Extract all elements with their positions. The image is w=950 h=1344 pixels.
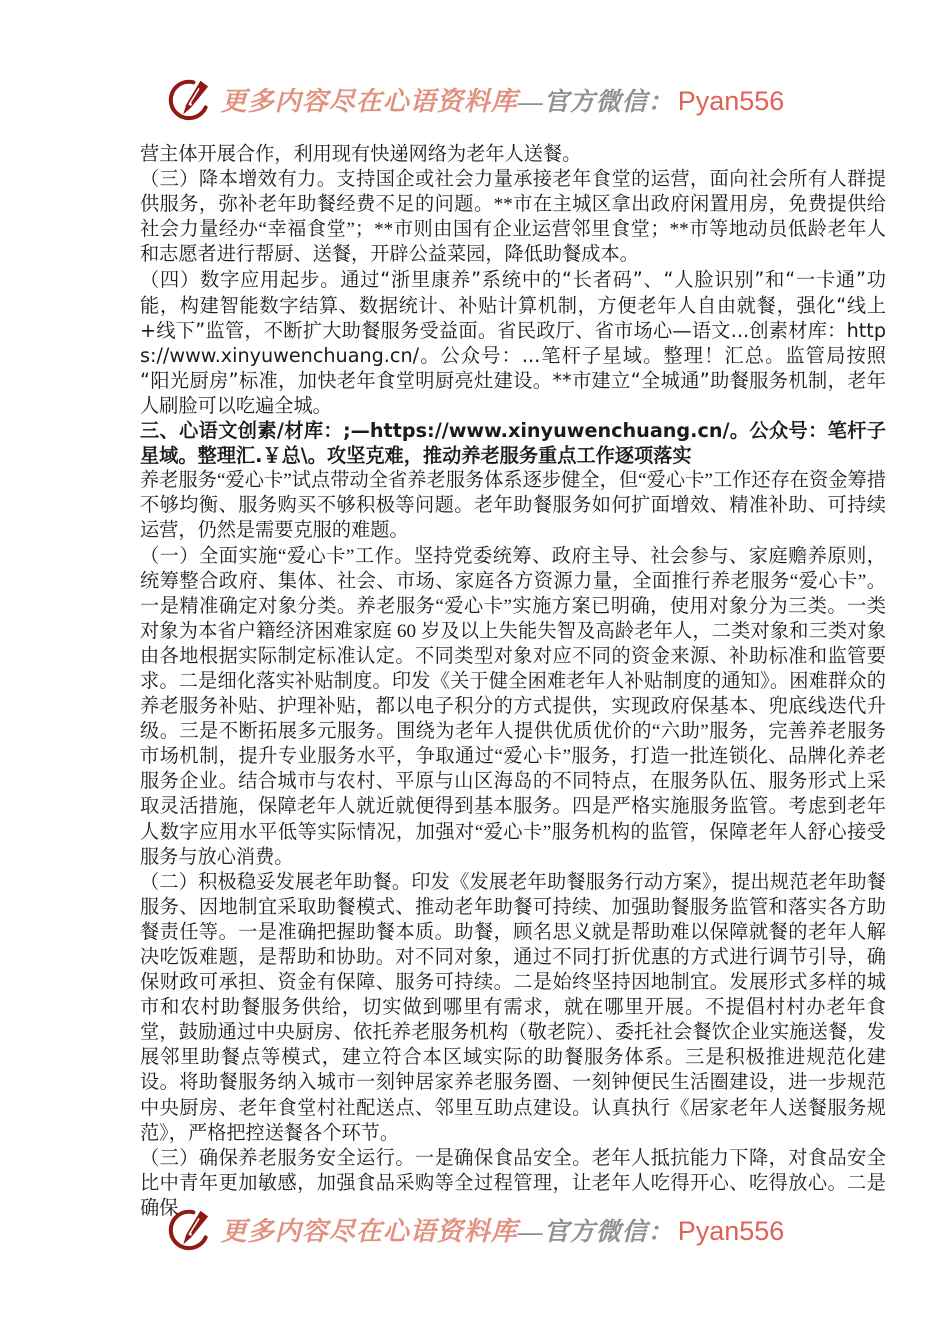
section-heading: 三、心语文创素/材库：;—https://www.xinyuwenchuang.cn/。公众号：笔杆子星域。整理汇.￥总\。攻坚克难，推动养老服务重点工作逐项落实: [140, 419, 886, 468]
paragraph: 营主体开展合作，利用现有快递网络为老年人送餐。: [140, 144, 582, 165]
watermark-dash: —: [517, 1218, 544, 1246]
pen-in-circle-icon: [166, 76, 212, 122]
watermark-wechat-label: 官方微信：: [543, 1218, 674, 1246]
watermark-footer: [0, 1206, 950, 1252]
paragraph: （四）数字应用起步。通过“浙里康养”系统中的“长者码”、“人脸识别”和“一卡通”功能，构建智能数字结算、数据统计、补贴计算机制，方便老年人自由就餐，强化“线上+线下”监管，不断扩大助餐服务受益面。省民政厅、省市场心—语文...创素材库：https://www.xinyuwenchuang.cn/。公众号：...笔杆子星域。整理！汇总。监管局按照“阳光厨房”标准，加快老年食堂明厨亮灶建设。**市建立“全城通”助餐服务机制，老年人刷脸可以吃遍全城。: [140, 268, 886, 417]
watermark-text: [221, 81, 785, 118]
watermark-wechat-id: Pyan556: [677, 85, 785, 116]
watermark-wechat-label: 官方微信：: [543, 88, 674, 116]
document-body: [140, 142, 886, 1221]
paragraph: （三）降本增效有力。支持国企或社会力量承接老年食堂的运营，面向社会所有人群提供服务，弥补老年助餐经费不足的问题。**市在主城区拿出政府闲置用房，免费提供给社会力量经办“幸福食堂”；**市则由国有企业运营邻里食堂；**市等地动员低龄老年人和志愿者进行帮厨、送餐，开辟公益菜园，降低助餐成本。: [140, 169, 886, 266]
paragraph: （二）积极稳妥发展老年助餐。印发《发展老年助餐服务行动方案》，提出规范老年助餐服务、因地制宜采取助餐模式、推动老年助餐可持续、加强助餐服务监管和落实各方助餐责任等。一是准确把握助餐本质。助餐，顾名思义就是帮助难以保障就餐的老年人解决吃饭难题，是帮助和协助。对不同对象，通过不同打折优惠的方式进行调节引导，确保财政可承担、资金有保障、服务可持续。二是始终坚持因地制宜。发展形式多样的城市和农村助餐服务供给，切实做到哪里有需求，就在哪里开展。不提倡村村办老年食堂，鼓励通过中央厨房、依托养老服务机构（敬老院）、委托社会餐饮企业实施送餐，发展邻里助餐点等模式，建立符合本区域实际的助餐服务体系。三是积极推进规范化建设。将助餐服务纳入城市一刻钟居家养老服务圈、一刻钟便民生活圈建设，进一步规范中央厨房、老年食堂村社配送点、邻里互助点建设。认真执行《居家老年人送餐服务规范》，严格把控送餐各个环节。: [140, 871, 886, 1144]
watermark-dash: —: [517, 88, 544, 116]
watermark-brand-text: 更多内容尽在心语资料库: [220, 86, 518, 116]
watermark-header: [0, 76, 950, 122]
paragraph: （一）全面实施“爱心卡”工作。坚持党委统筹、政府主导、社会参与、家庭赡养原则，统筹整合政府、集体、社会、市场、家庭各方资源力量，全面推行养老服务“爱心卡”。一是精准确定对象分类。养老服务“爱心卡”实施方案已明确，使用对象分为三类。一类对象为本省户籍经济困难家庭 60 岁及以上失能失智及高龄老年人，二类对象和三类对象由各地根据实际制定标准认定。不同类型对象对应不同的资金来源、补助标准和监管要求。二是细化落实补贴制度。印发《关于健全困难老年人补贴制度的通知》。困难群众的养老服务补贴、护理补贴，都以电子积分的方式提供，实现政府保基本、兜底线迭代升级。三是不断拓展多元服务。围绕为老年人提供优质优价的“六助”服务，完善养老服务市场机制，提升专业服务水平，争取通过“爱心卡”服务，打造一批连锁化、品牌化养老服务企业。结合城市与农村、平原与山区海岛的不同特点，在服务队伍、服务形式上采取灵活措施，保障老年人就近就便得到基本服务。四是严格实施服务监管。考虑到老年人数字应用水平低等实际情况，加强对“爱心卡”服务机构的监管，保障老年人舒心接受服务与放心消费。: [140, 545, 886, 868]
pen-in-circle-icon: [166, 1206, 212, 1252]
paragraph: （三）确保养老服务安全运行。一是确保食品安全。老年人抵抗能力下降，对食品安全比中青年更加敏感，加强食品采购等全过程管理，让老年人吃得开心、吃得放心。二是确保: [140, 1147, 886, 1219]
watermark-brand-text: 更多内容尽在心语资料库: [220, 1216, 518, 1246]
watermark-text: [221, 1211, 785, 1248]
paragraph: 养老服务“爱心卡”试点带动全省养老服务体系逐步健全，但“爱心卡”工作还存在资金筹措不够均衡、服务购买不够积极等问题。老年助餐服务如何扩面增效、精准补助、可持续运营，仍然是需要克服的难题。: [140, 470, 886, 542]
watermark-wechat-id: Pyan556: [677, 1215, 785, 1246]
